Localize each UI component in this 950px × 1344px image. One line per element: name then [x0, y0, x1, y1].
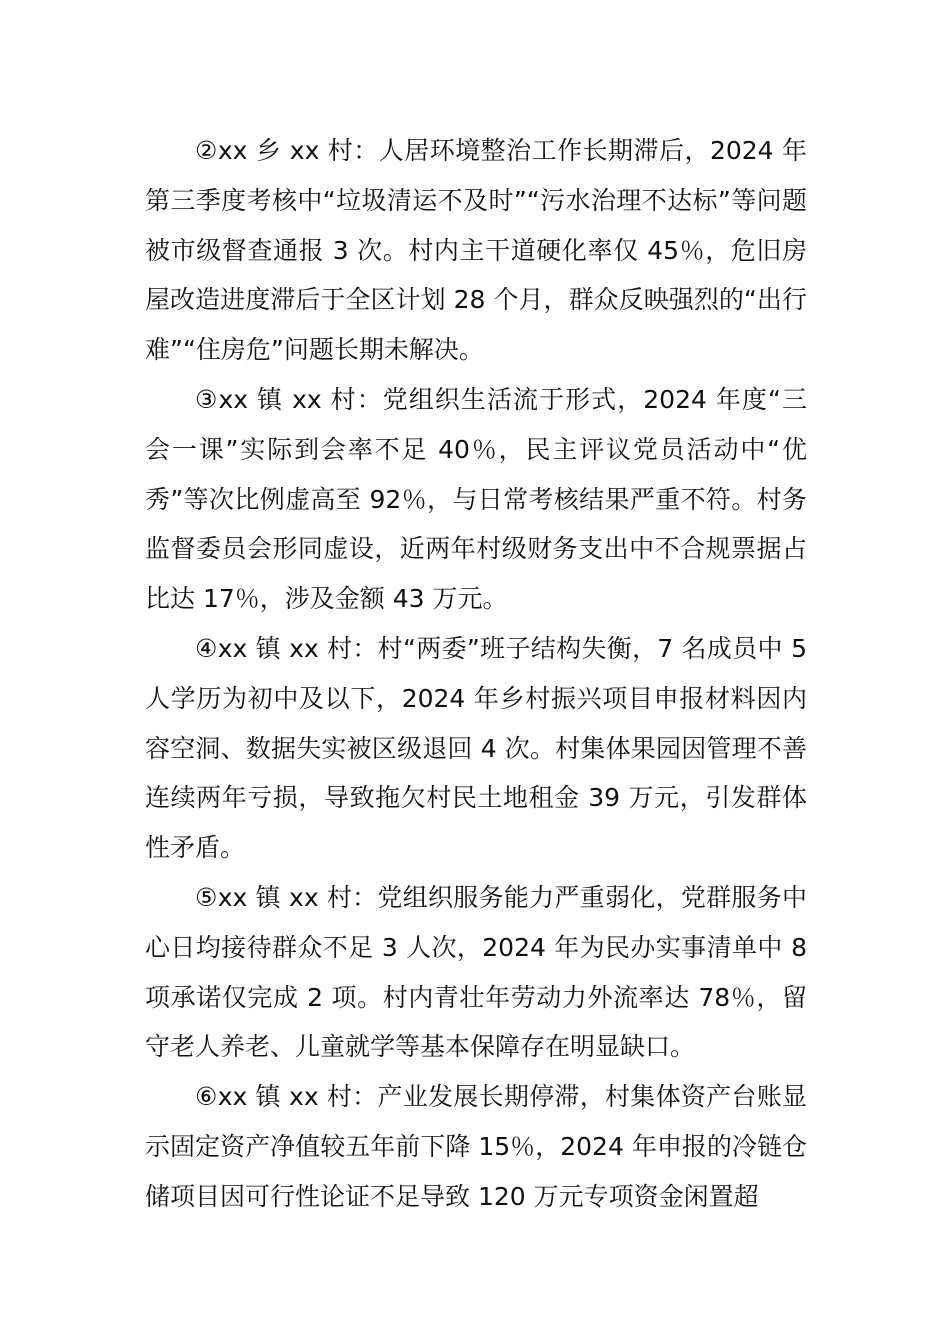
paragraph-village-3: ③xx 镇 xx 村：党组织生活流于形式，2024 年度“三会一课”实际到会率不足 40％，民主评议党员活动中“优秀”等次比例虚高至 92％，与日常考核结果严重不符。村务监督委员会形同虚设，近两年村级财务支出中不合规票据占比达 17％，涉及金额 43 万元。 — [145, 384, 807, 614]
paragraph-village-4: ④xx 镇 xx 村：村“两委”班子结构失衡，7 名成员中 5 人学历为初中及以下，2024 年乡村振兴项目申报材料因内容空洞、数据失实被区级退回 4 次。村集体果园因管理不善连续两年亏损，导致拖欠村民土地租金 39 万元，引发群体性矛盾。 — [145, 633, 807, 863]
paragraph-village-5: ⑤xx 镇 xx 村：党组织服务能力严重弱化，党群服务中心日均接待群众不足 3 人次，2024 年为民办实事清单中 8 项承诺仅完成 2 项。村内青壮年劳动力外流率达 78％，留守老人养老、儿童就学等基本保障存在明显缺口。 — [145, 882, 807, 1062]
document-body — [145, 126, 807, 1222]
paragraph-village-2: ②xx 乡 xx 村：人居环境整治工作长期滞后，2024 年第三季度考核中“垃圾清运不及时”“污水治理不达标”等问题被市级督查通报 3 次。村内主干道硬化率仅 45％，危旧房屋改造进度滞后于全区计划 28 个月，群众反映强烈的“出行难”“住房危”问题长期未解决。 — [145, 136, 807, 365]
paragraph-village-6: ⑥xx 镇 xx 村：产业发展长期停滞，村集体资产台账显示固定资产净值较五年前下降 15％，2024 年申报的冷链仓储项目因可行性论证不足导致 120 万元专项资金闲置超 — [145, 1082, 807, 1211]
